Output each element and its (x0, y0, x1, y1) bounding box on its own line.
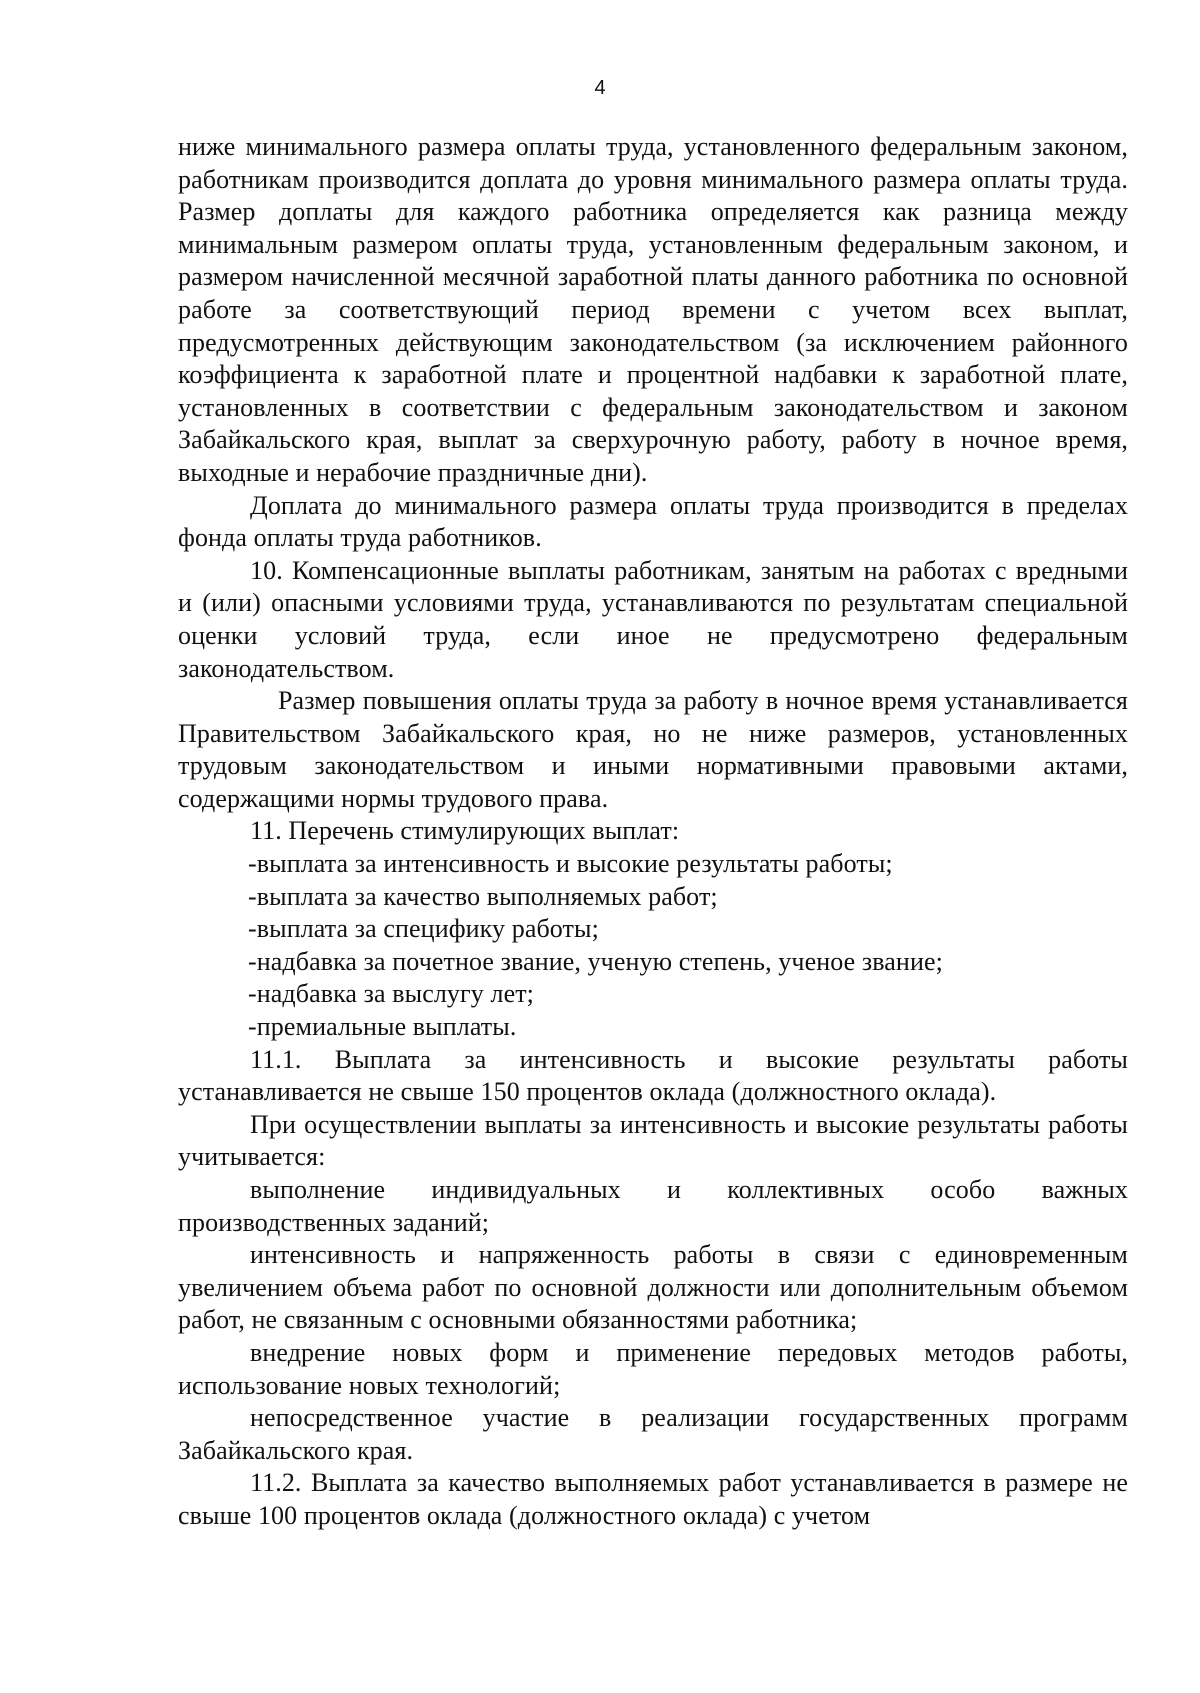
list-item: -выплата за качество выполняемых работ; (248, 881, 718, 911)
paragraph-criteria-state-programs: непосредственное участие в реализации государственных программ Забайкальского края. (178, 1403, 1128, 1465)
list-item: -надбавка за выслугу лет; (248, 979, 534, 1009)
paragraph-criteria-new-methods: внедрение новых форм и применение передовых методов работы, использование новых технологий; (178, 1337, 1128, 1400)
paragraph-night-work-increase: Размер повышения оплаты труда за работу в ночное время устанавливается Правительством Забайкальского края, но не ниже размеров, установленных трудовым законодательством и иными нормативными правовыми актами, содержащими нормы трудового права. (178, 686, 1128, 813)
paragraph-supplement-fund: Доплата до минимального размера оплаты труда производится в пределах фонда оплаты труда работников. (178, 490, 1128, 553)
paragraph-minimum-wage-supplement: ниже минимального размера оплаты труда, установленного федеральным законом, работникам производится доплата до уровня минимального размера оплаты труда. Размер доплаты для каждого работника определяется как разница между минимальным размером оплаты труда, установленным федеральным законом, и размером начисленной месячной заработной платы данного работника по основной работе за соответствующий период времени с учетом всех выплат, предусмотренных действующим законодательством (за исключением районного коэффициента к заработной плате и процентной надбавки к заработной плате, установленных в соответствии с федеральным законодательством и законом Забайкальского края, выплат за сверхурочную работу, работу в ночное время, выходные и нерабочие праздничные дни). (178, 132, 1128, 487)
list-item: -выплата за специфику работы; (248, 914, 599, 944)
paragraph-compensation-payments: 10. Компенсационные выплаты работникам, занятым на работах с вредными и (или) опасными условиями труда, устанавливаются по результатам специальной оценки условий труда, если иное не предусмотрено федеральным законодательством. (178, 555, 1128, 683)
paragraph-incentive-list-heading: 11. Перечень стимулирующих выплат: (250, 816, 680, 846)
paragraph-intensity-criteria-intro: При осуществлении выплаты за интенсивность и высокие результаты работы учитывается: (178, 1109, 1128, 1172)
list-item: -выплата за интенсивность и высокие результаты работы; (248, 849, 893, 879)
paragraph-criteria-important-tasks: выполнение индивидуальных и коллективных особо важных производственных заданий; (178, 1175, 1128, 1237)
page-number: 4 (594, 77, 606, 99)
paragraph-intensity-payment: 11.1. Выплата за интенсивность и высокие результаты работы устанавливается не свыше 150 процентов оклада (должностного оклада). (178, 1044, 1128, 1107)
paragraph-quality-payment: 11.2. Выплата за качество выполняемых работ устанавливается в размере не свыше 100 процентов оклада (должностного оклада) с учетом (178, 1468, 1128, 1530)
paragraph-criteria-workload: интенсивность и напряженность работы в связи с единовременным увеличением объема работ по основной должности или дополнительным объемом работ, не связанным с основными обязанностями работника; (178, 1240, 1128, 1335)
document-body (178, 131, 1128, 1533)
list-item: -премиальные выплаты. (248, 1012, 517, 1042)
list-item: -надбавка за почетное звание, ученую степень, ученое звание; (248, 946, 943, 976)
